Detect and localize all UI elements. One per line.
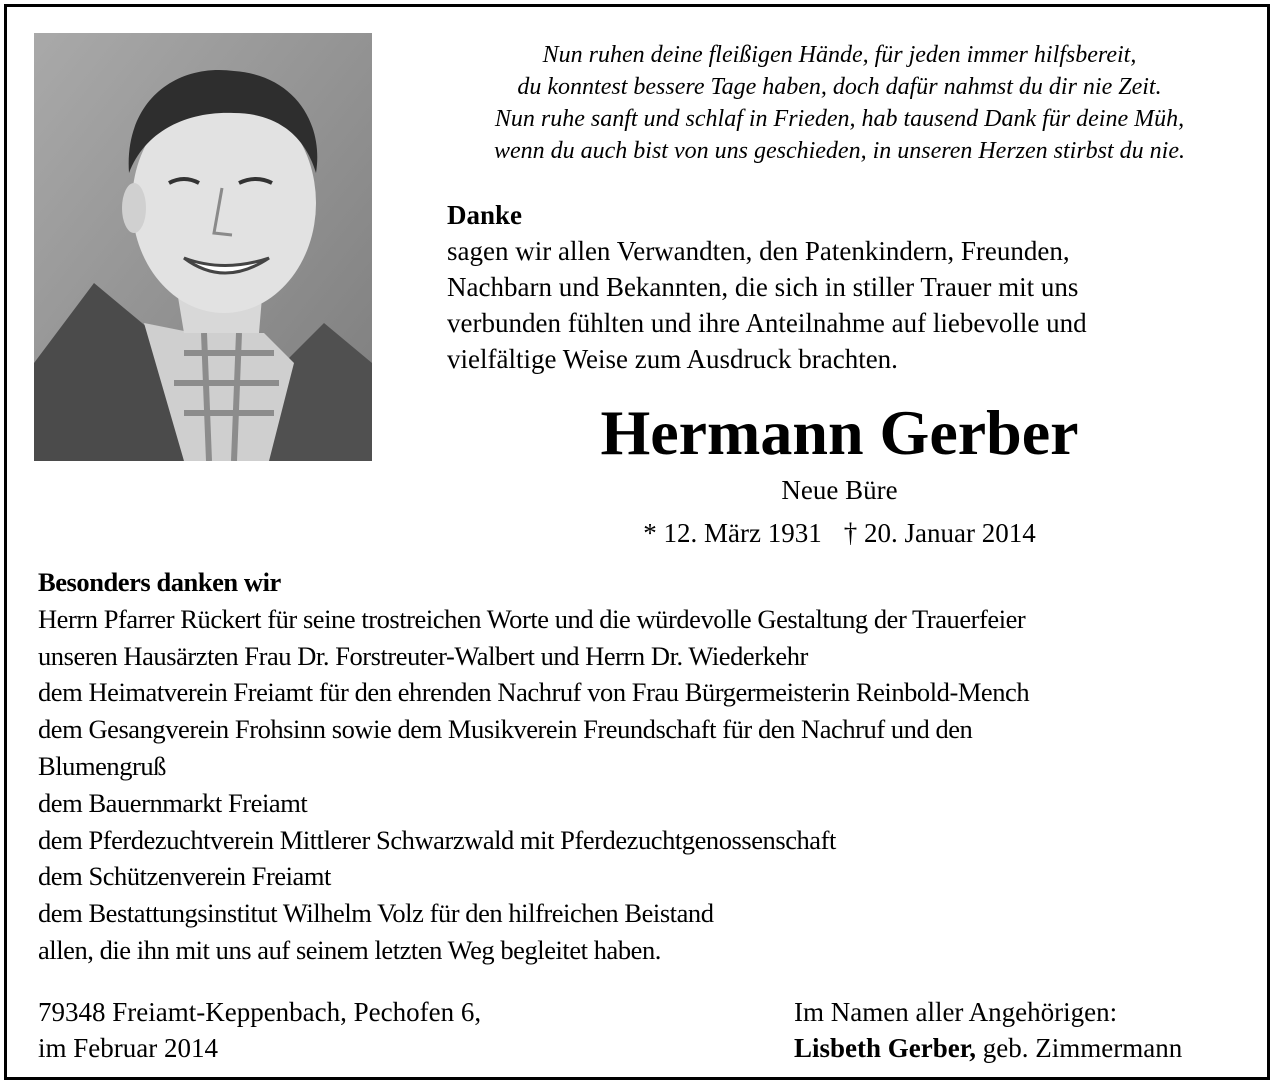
poem-line: Nun ruhe sanft und schlaf in Frieden, hab tausend Dank für deine Müh, (494, 106, 1185, 132)
signature-intro: Im Namen aller Angehörigen: (794, 997, 1118, 1027)
thanks-line: sagen wir allen Verwandten, den Patenkindern, Freunden, (447, 236, 1070, 266)
portrait-photo (34, 33, 372, 461)
thanks-line: verbunden fühlten und ihre Anteilnahme auf liebevolle und (447, 308, 1087, 338)
portrait-photo-icon (34, 33, 372, 461)
special-thanks-line: dem Schützenverein Freiamt (38, 861, 331, 892)
thanks-line: vielfältige Weise zum Ausdruck brachten. (447, 344, 898, 374)
special-thanks-line: Herrn Pfarrer Rückert für seine trostreichen Worte und die würdevolle Gestaltung der Trauerfeier (38, 603, 1026, 634)
special-thanks-line: dem Gesangverein Frohsinn sowie dem Musikverein Freundschaft für den Nachruf und den (38, 714, 973, 745)
poem-line: du konntest bessere Tage haben, doch dafür nahmst du dir nie Zeit. (517, 74, 1162, 100)
date-line: im Februar 2014 (38, 1033, 218, 1063)
thanks-line: Nachbarn und Bekannten, die sich in stiller Trauer mit uns (447, 272, 1079, 302)
address-line: 79348 Freiamt-Keppenbach, Pechofen 6, (38, 997, 482, 1027)
thanks-heading: Danke (447, 200, 523, 230)
thanks-paragraph (447, 197, 1247, 377)
deceased-name: Hermann Gerber (600, 397, 1079, 468)
life-dates (527, 515, 1152, 551)
poem-line: Nun ruhen deine fleißigen Hände, für jeden immer hilfsbereit, (542, 42, 1137, 68)
special-thanks-line: allen, die ihn mit uns auf seinem letzten Weg begleitet haben. (38, 934, 661, 965)
special-thanks-line: dem Pferdezuchtverein Mittlerer Schwarzwald mit Pferdezuchtgenossenschaft (38, 824, 836, 855)
special-thanks-line: dem Heimatverein Freiamt für den ehrenden Nachruf von Frau Bürgermeisterin Reinbold-Mench (38, 677, 1030, 708)
special-thanks-line: Blumengruß (38, 750, 166, 781)
signature-block (794, 994, 1264, 1066)
special-thanks-line: unseren Hausärzten Frau Dr. Forstreuter-Walbert und Herrn Dr. Wiederkehr (38, 640, 808, 671)
special-thanks-heading: Besonders danken wir (38, 567, 281, 597)
poem-line: wenn du auch bist von uns geschieden, in unseren Herzen stirbst du nie. (493, 138, 1186, 164)
special-thanks-line: dem Bestattungsinstitut Wilhelm Volz für den hilfreichen Beistand (38, 898, 714, 929)
signature-name: Lisbeth Gerber, (794, 1033, 976, 1063)
birth-date: * 12. März 1931 (643, 518, 822, 548)
obituary-notice (4, 4, 1270, 1080)
death-date: † 20. Januar 2014 (843, 518, 1036, 548)
signature-line (794, 1030, 1264, 1066)
address-block (38, 994, 738, 1066)
poem (407, 39, 1272, 167)
special-thanks (38, 564, 1268, 969)
deceased-place: Neue Büre (781, 475, 898, 505)
signature-suffix: geb. Zimmermann (976, 1033, 1183, 1063)
special-thanks-line: dem Bauernmarkt Freiamt (38, 787, 308, 818)
